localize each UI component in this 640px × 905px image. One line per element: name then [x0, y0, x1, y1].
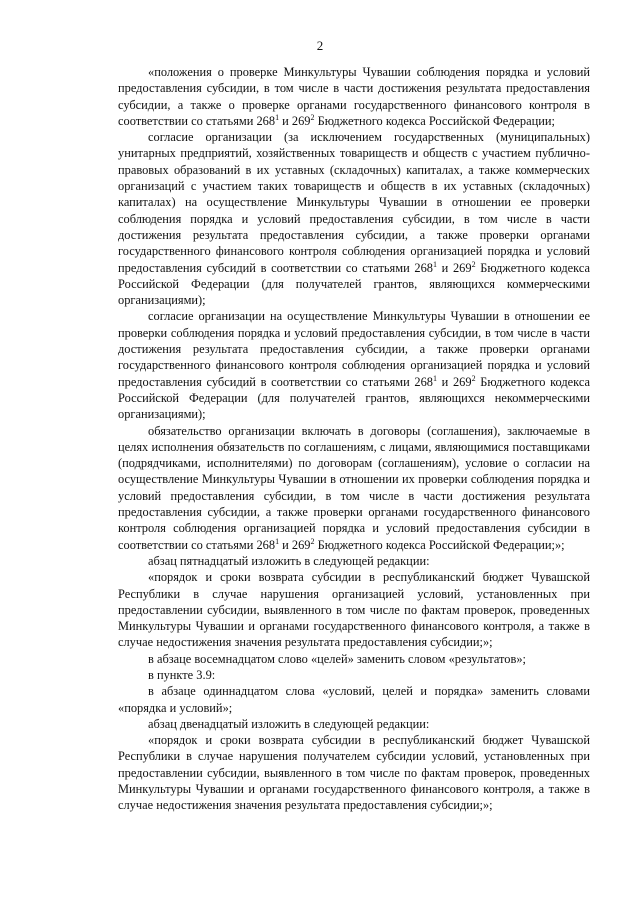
paragraph-text: в пункте 3.9: [148, 667, 216, 682]
paragraph [118, 553, 590, 569]
superscript: 1 [275, 112, 280, 122]
paragraph-text: согласие организации на осуществление Минкультуры Чувашии в отношении ее проверки соблюдения порядка и условий предоставления субсидии, в том числе в части достижения результата предоставления субсидии, а также проверки органами государственного финансового контроля соблюдения организацией порядка и условий предоставления субсидий в соответствии со статьями 268 [118, 309, 590, 389]
page-number: 2 [316, 38, 324, 53]
paragraph-text: Бюджетного кодекса Российской Федерации (для получателей грантов, являющихся некоммерческими организациями); [118, 374, 590, 422]
paragraph-text: «порядок и сроки возврата субсидии в республиканский бюджет Чувашской Республики в случае нарушения организацией условий, установленных при предоставлении субсидии, выявленного в том числе по фактам проверок, проведенных Минкультуры Чувашии и органами государственного финансового контроля, а также в случае недостижения значения результата предоставления субсидии;»; [118, 570, 590, 650]
paragraph [118, 129, 590, 308]
paragraph [118, 667, 590, 683]
superscript: 2 [310, 112, 315, 122]
superscript: 2 [310, 536, 315, 546]
superscript: 1 [432, 373, 437, 383]
paragraph [118, 308, 590, 422]
paragraph [118, 732, 590, 813]
paragraph-text: Бюджетного кодекса Российской Федерации; [314, 113, 555, 128]
paragraph-text: абзац двенадцатый изложить в следующей редакции: [148, 716, 430, 731]
paragraph-text: Бюджетного кодекса Российской Федерации;»; [314, 537, 565, 552]
paragraph [118, 64, 590, 129]
paragraph [118, 683, 590, 716]
paragraph-text: Бюджетного кодекса Российской Федерации (для получателей грантов, являющихся коммерческими организациями); [118, 260, 590, 308]
paragraph [118, 651, 590, 667]
paragraph [118, 423, 590, 553]
superscript: 1 [275, 536, 280, 546]
superscript: 2 [471, 373, 476, 383]
paragraph-text: и 269 [436, 374, 472, 389]
paragraph-text: и 269 [279, 113, 311, 128]
paragraph-text: в абзаце восемнадцатом слово «целей» заменить словом «результатов»; [148, 651, 526, 666]
paragraph-text: в абзаце одиннадцатом слова «условий, целей и порядка» заменить словами «порядка и условий»; [118, 684, 590, 715]
paragraph [118, 716, 590, 732]
paragraph-text: абзац пятнадцатый изложить в следующей редакции: [148, 553, 430, 568]
paragraph-text: и 269 [436, 260, 472, 275]
paragraph-text: согласие организации (за исключением государственных (муниципальных) унитарных предприятий, хозяйственных товариществ и обществ с участием публично-правовых образований в их уставных (складочных) капиталах, а также коммерческих организаций с участием таких товариществ и обществ в их уставных (складочных) капиталах) на осуществление Минкультуры Чувашии в отношении ее проверки соблюдения порядка и условий предоставления субсидии, в том числе в части достижения результата предоставления субсидии, а также проверки органами государственного финансового контроля соблюдения организацией порядка и условий предоставления субсидий в соответствии со статьями 268 [118, 130, 590, 275]
paragraph [118, 569, 590, 650]
superscript: 1 [432, 259, 437, 269]
superscript: 2 [471, 259, 476, 269]
document-body [118, 64, 590, 814]
paragraph-text: «положения о проверке Минкультуры Чувашии соблюдения порядка и условий предоставления субсидии, в том числе в части достижения результата предоставления субсидии, а также о проверке органами государственного финансового контроля в соответствии со статьями 268 [118, 65, 590, 128]
paragraph-text: обязательство организации включать в договоры (соглашения), заключаемые в целях исполнения обязательств по соглашениям, с лицами, являющимися поставщиками (подрядчиками, исполнителями) по договорам (соглашениям), условие о согласии на осуществление Минкультуры Чувашии в отношении их проверки соблюдения порядка и условий предоставления субсидии, в том числе в части достижения результата предоставления субсидии, а также проверки органами государственного финансового контроля соблюдения организацией порядка и условий предоставления субсидии в соответствии со статьями 268 [118, 423, 590, 552]
paragraph-text: и 269 [279, 537, 311, 552]
paragraph-text: «порядок и сроки возврата субсидии в республиканский бюджет Чувашской Республики в случае нарушения получателем субсидии условий, установленных при предоставлении субсидии, выявленного в том числе по фактам проверок, проведенных Минкультуры Чувашии и органами государственного финансового контроля, а также в случае недостижения значения результата предоставления субсидии;»; [118, 733, 590, 813]
